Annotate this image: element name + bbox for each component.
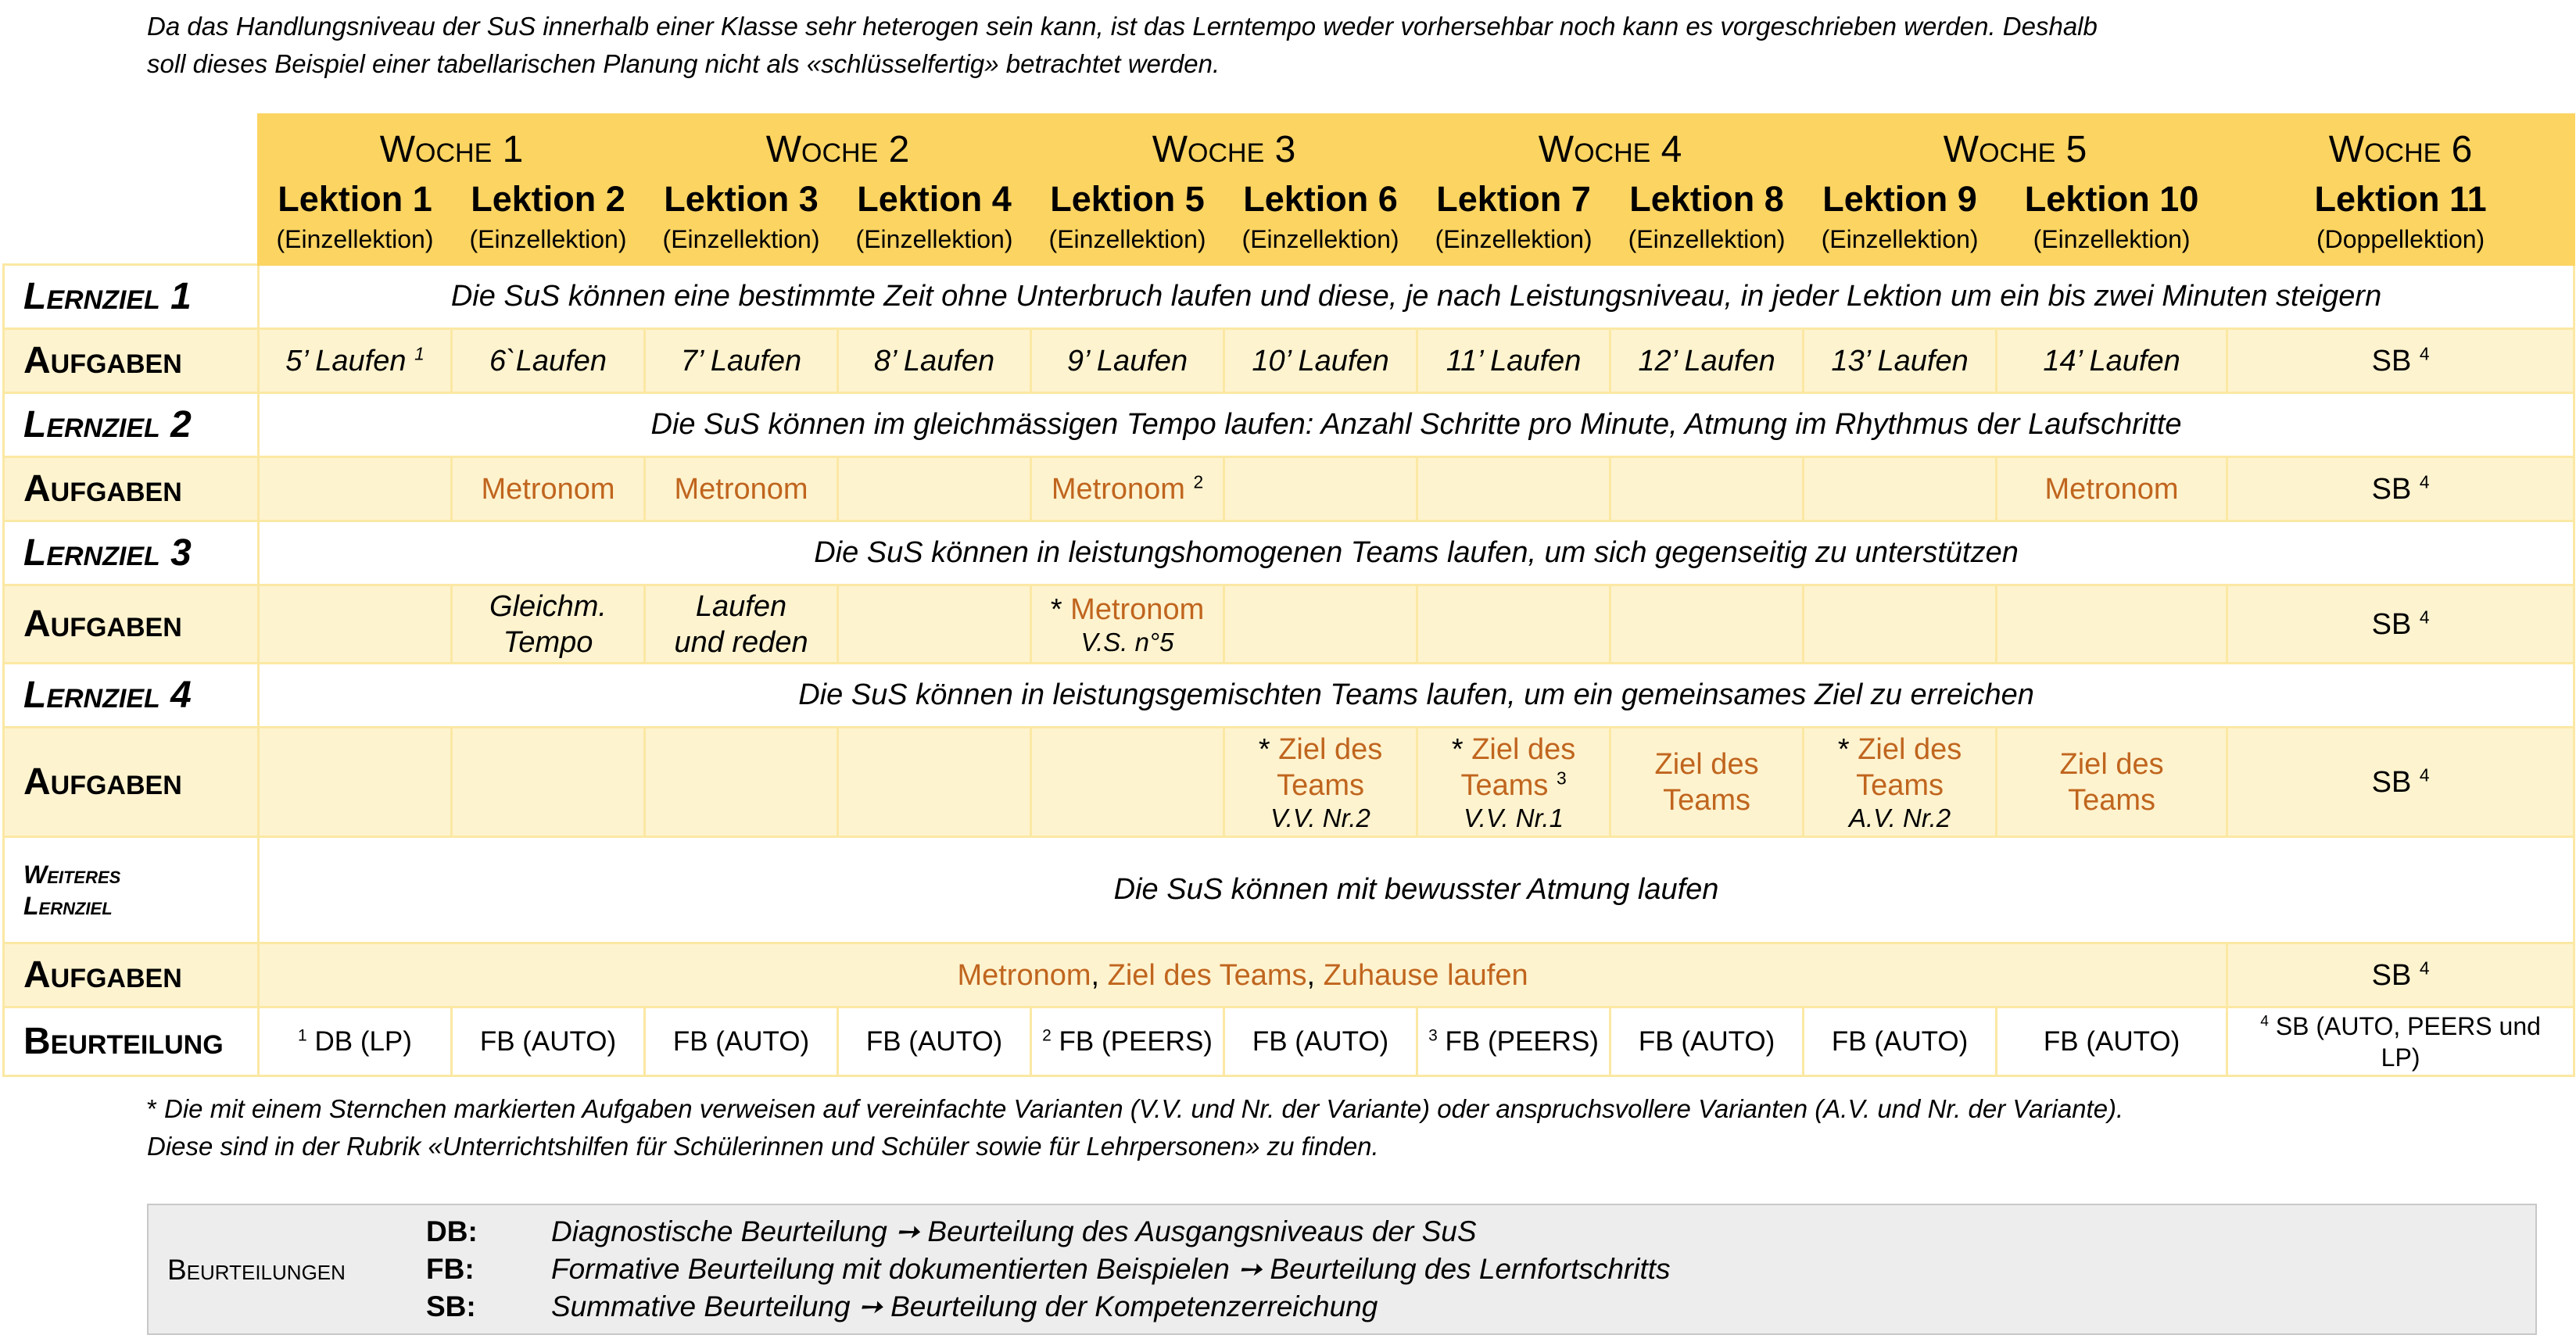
intro-line: Da das Handlungsniveau der SuS innerhalb einer Klasse sehr heterogen sein kann, ist das Lerntempo weder vorhersehbar noch kann es vorgeschrieben werden. Deshalb: [147, 12, 2098, 41]
week-header: Woche 1: [259, 115, 645, 177]
row-label-aufgaben: Aufgaben: [4, 457, 259, 521]
task-cell: [259, 457, 452, 521]
assessment-cell: $^2$ FB (PEERS): [1031, 1007, 1224, 1076]
row-label-lernziel: Lernziel 3: [4, 521, 259, 585]
task-cell: SB $^4$: [2227, 728, 2574, 837]
lesson-plan-table: [2, 113, 2575, 1077]
task-cell: [259, 585, 452, 664]
task-cell: Metronom $^2$: [1031, 457, 1224, 521]
footnote-text: * Die mit einem Sternchen markierten Aufgaben verweisen auf vereinfachte Varianten (V.V. und Nr. der Variante) oder anspruchsvollere Varianten (A.V. und Nr. der Variante). Diese sind in der Rubrik «Unterrichtshilfen für Schülerinnen und Schüler sowie für Lehrpersonen» zu finden.: [147, 1090, 2531, 1165]
task-cell: 10’ Laufen: [1224, 329, 1417, 393]
task-cell: SB $^4$: [2227, 943, 2574, 1007]
lesson-title: Lektion 7: [1417, 177, 1610, 221]
lesson-title: Lektion 8: [1610, 177, 1804, 221]
lesson-title: Lektion 3: [645, 177, 838, 221]
task-cell: 12’ Laufen: [1610, 329, 1804, 393]
task-cell: [1417, 585, 1610, 664]
task-cell: 14’ Laufen: [1997, 329, 2227, 393]
task-cell: 9’ Laufen: [1031, 329, 1224, 393]
lesson-type: (Einzellektion): [1224, 221, 1417, 265]
lesson-type: (Einzellektion): [1804, 221, 1997, 265]
row-label-aufgaben: Aufgaben: [4, 585, 259, 664]
lesson-type: (Doppellektion): [2227, 221, 2574, 265]
legend-item: SB: Summative Beurteilung ➙ Beurteilung der Kompetenzerreichung: [426, 1290, 1378, 1322]
lesson-type: (Einzellektion): [838, 221, 1031, 265]
assessment-cell: FB (AUTO): [1997, 1007, 2227, 1076]
task-cell: 11’ Laufen: [1417, 329, 1610, 393]
task-cell: SB $^4$: [2227, 457, 2574, 521]
task-cell: * Ziel des Teams A.V. Nr.2: [1804, 728, 1997, 837]
learning-goal: Die SuS können eine bestimmte Zeit ohne Unterbruch laufen und diese, je nach Leistungsniveau, in jeder Lektion um ein bis zwei Minuten steigern: [259, 265, 2574, 329]
lesson-type: (Einzellektion): [259, 221, 452, 265]
learning-goal: Die SuS können in leistungshomogenen Teams laufen, um sich gegenseitig zu unterstützen: [259, 521, 2574, 585]
task-cell: Ziel des Teams: [1610, 728, 1804, 837]
task-cell: SB $^4$: [2227, 329, 2574, 393]
assessment-cell: $^1$ DB (LP): [259, 1007, 452, 1076]
assessment-cell: FB (AUTO): [1610, 1007, 1804, 1076]
task-cell: 13’ Laufen: [1804, 329, 1997, 393]
row-label-aufgaben: Aufgaben: [4, 943, 259, 1007]
row-label-weiteres-lernziel: Weiteres Lernziel: [4, 837, 259, 943]
task-cell: Metronom: [645, 457, 838, 521]
lesson-type: (Einzellektion): [1417, 221, 1610, 265]
lesson-title: Lektion 10: [1997, 177, 2227, 221]
learning-goal: Die SuS können in leistungsgemischten Teams laufen, um ein gemeinsames Ziel zu erreichen: [259, 664, 2574, 728]
task-cell: Metronom: [1997, 457, 2227, 521]
task-cell: [1224, 457, 1417, 521]
task-cell: * Metronom V.S. n°5: [1031, 585, 1224, 664]
assessment-cell: FB (AUTO): [452, 1007, 645, 1076]
task-cell: Ziel des Teams: [1997, 728, 2227, 837]
task-cell: [1031, 728, 1224, 837]
task-cell: [1804, 457, 1997, 521]
task-cell: [452, 728, 645, 837]
task-cell: [1417, 457, 1610, 521]
assessment-cell: $^3$ FB (PEERS): [1417, 1007, 1610, 1076]
row-label-aufgaben: Aufgaben: [4, 329, 259, 393]
lesson-title: Lektion 4: [838, 177, 1031, 221]
task-cell: [1610, 585, 1804, 664]
week-header: Woche 5: [1804, 115, 2227, 177]
legend-title: Beurteilungen: [167, 1254, 346, 1286]
lesson-type: (Einzellektion): [645, 221, 838, 265]
footnote-line: Diese sind in der Rubrik «Unterrichtshilfen für Schülerinnen und Schüler sowie für Lehrpersonen» zu finden.: [147, 1132, 1379, 1161]
task-cell: Gleichm. Tempo: [452, 585, 645, 664]
legend-item: FB: Formative Beurteilung mit dokumentierten Beispielen ➙ Beurteilung des Lernfortschritts: [426, 1253, 1671, 1285]
week-header: Woche 4: [1417, 115, 1804, 177]
row-label-aufgaben: Aufgaben: [4, 728, 259, 837]
task-cell: [259, 728, 452, 837]
lesson-type: (Einzellektion): [1997, 221, 2227, 265]
task-cell: [645, 728, 838, 837]
intro-line: soll dieses Beispiel einer tabellarischen Planung nicht als «schlüsselfertig» betrachtet werden.: [147, 49, 1220, 78]
row-label-lernziel: Lernziel 1: [4, 265, 259, 329]
assessment-cell: FB (AUTO): [838, 1007, 1031, 1076]
task-cell: 5’ Laufen $^1$: [259, 329, 452, 393]
task-cell: Laufen und reden: [645, 585, 838, 664]
task-cell: [1997, 585, 2227, 664]
assessment-legend: [147, 1204, 2537, 1335]
task-cell: [1224, 585, 1417, 664]
row-label-lernziel: Lernziel 2: [4, 393, 259, 457]
lesson-title: Lektion 6: [1224, 177, 1417, 221]
week-header: Woche 3: [1031, 115, 1417, 177]
task-cell: 8’ Laufen: [838, 329, 1031, 393]
lesson-title: Lektion 2: [452, 177, 645, 221]
lesson-type: (Einzellektion): [1031, 221, 1224, 265]
intro-text: [147, 8, 2492, 83]
assessment-cell: $^4$ SB (AUTO, PEERS und LP): [2227, 1007, 2574, 1076]
task-cell: 7’ Laufen: [645, 329, 838, 393]
assessment-cell: FB (AUTO): [1804, 1007, 1997, 1076]
task-cell: [838, 728, 1031, 837]
assessment-cell: FB (AUTO): [645, 1007, 838, 1076]
row-label-lernziel: Lernziel 4: [4, 664, 259, 728]
assessment-cell: FB (AUTO): [1224, 1007, 1417, 1076]
footnote-line: Die mit einem Sternchen markierten Aufgaben verweisen auf vereinfachte Varianten (V.V. und Nr. der Variante) oder anspruchsvollere Varianten (A.V. und Nr. der Variante).: [164, 1094, 2124, 1123]
task-cell: 6`Laufen: [452, 329, 645, 393]
legend-item: DB: Diagnostische Beurteilung ➙ Beurteilung des Ausgangsniveaus der SuS: [426, 1215, 1477, 1247]
learning-goal: Die SuS können mit bewusster Atmung laufen: [259, 837, 2574, 943]
task-cell: * Ziel des Teams V.V. Nr.2: [1224, 728, 1417, 837]
task-cell: * Ziel des Teams $^3$ V.V. Nr.1: [1417, 728, 1610, 837]
lesson-type: (Einzellektion): [1610, 221, 1804, 265]
lesson-title: Lektion 5: [1031, 177, 1224, 221]
week-header: Woche 2: [645, 115, 1031, 177]
learning-goal: Die SuS können im gleichmässigen Tempo laufen: Anzahl Schritte pro Minute, Atmung im Rhythmus der Laufschritte: [259, 393, 2574, 457]
task-cell: [838, 457, 1031, 521]
task-cell: [1610, 457, 1804, 521]
lesson-type: (Einzellektion): [452, 221, 645, 265]
task-cell: Metronom: [452, 457, 645, 521]
lesson-title: Lektion 11: [2227, 177, 2574, 221]
row-label-beurteilung: Beurteilung: [4, 1007, 259, 1076]
task-cell: [1804, 585, 1997, 664]
lesson-title: Lektion 9: [1804, 177, 1997, 221]
task-cell: SB $^4$: [2227, 585, 2574, 664]
task-cell: [838, 585, 1031, 664]
task-cell: Metronom, Ziel des Teams, Zuhause laufen: [259, 943, 2227, 1007]
week-header: Woche 6: [2227, 115, 2574, 177]
lesson-title: Lektion 1: [259, 177, 452, 221]
